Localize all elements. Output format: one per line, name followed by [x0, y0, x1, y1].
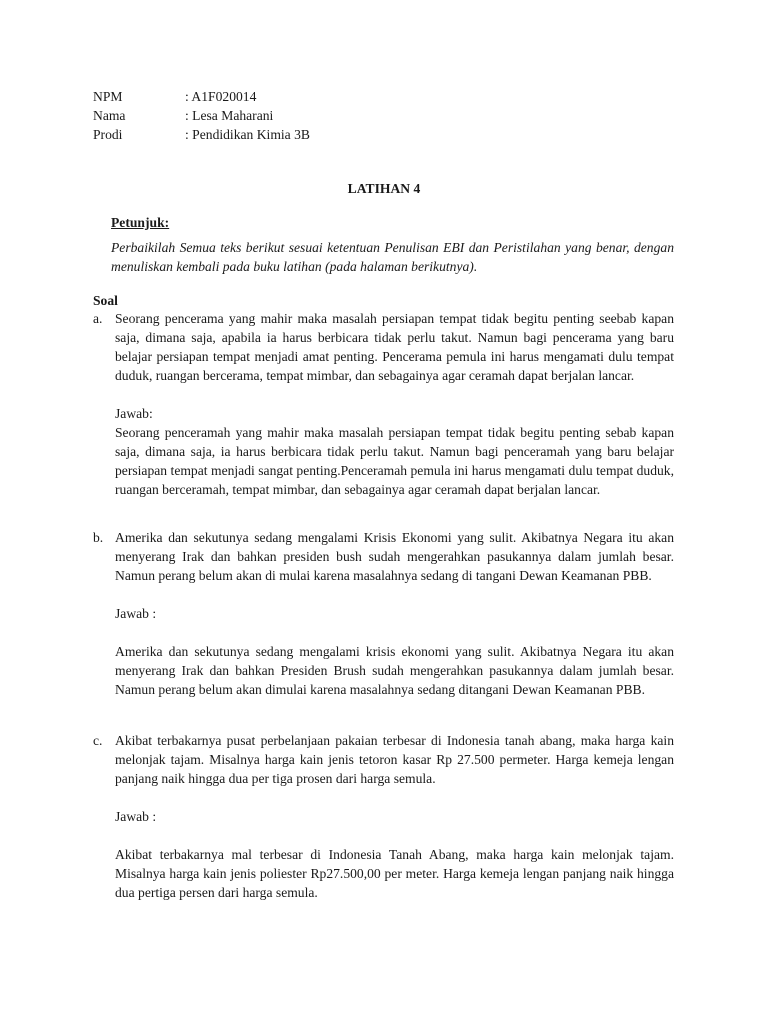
info-row-prodi: [93, 125, 310, 144]
questions-heading: Soal: [93, 293, 118, 308]
answer-text: Akibat terbakarnya mal terbesar di Indonesia Tanah Abang, maka harga kain melonjak tajam. Misalnya harga kain jenis poliester Rp27.500,00 per meter. Harga kemeja lengan panjang naik hingga dua pertiga persen dari harga semula.: [115, 847, 674, 900]
question-text: Seorang pencerama yang mahir maka masalah persiapan tempat tidak begitu penting seebab kapan saja, dimana saja, apabila ia harus berbicara tidak perlu takut. Namun bagi pencerama yang baru belajar persiapan tempat menjadi amat penting. Pencerama pemula ini harus mengamati dulu tempat duduk, ruangan bercerama, tempat mimbar, dan sebagainya agar ceramah dapat berjalan lancar.: [115, 311, 674, 383]
question-marker: b.: [93, 530, 104, 545]
answer-label: Jawab:: [115, 406, 153, 421]
instructions-heading: Petunjuk:: [111, 215, 170, 230]
question-text: Akibat terbakarnya pusat perbelanjaan pakaian terbesar di Indonesia tanah abang, maka harga kain melonjak tajam. Misalnya harga kain jenis tetoron kasar Rp 27.500 permeter. Harga kemeja lengan panjang naik hingga dua per tiga prosen dari harga semula.: [115, 733, 674, 786]
student-info: [93, 87, 310, 144]
answer-text: Seorang penceramah yang mahir maka masalah persiapan tempat tidak begitu penting sebab kapan saja, dimana saja, ia harus berbicara tidak perlu takut. Namun bagi penceramah yang baru belajar persiapan tempat menjadi sangat penting.Penceramah pemula ini harus mengamati dulu tempat duduk, ruangan berceramah, tempat mimbar, dan sebagainya agar ceramah dapat berjalan lancar.: [115, 425, 674, 497]
info-row-npm: [93, 87, 310, 106]
question-c: [93, 731, 674, 902]
answer-label: Jawab :: [115, 809, 157, 824]
info-value: : A1F020014: [185, 89, 257, 104]
page-title: LATIHAN 4: [347, 181, 421, 196]
instructions-text: Perbaikilah Semua teks berikut sesuai ketentuan Penulisan EBI dan Peristilahan yang benar, dengan menuliskan kembali pada buku latihan (pada halaman berikutnya).: [111, 240, 674, 274]
info-label: Nama: [93, 108, 126, 123]
info-label: Prodi: [93, 127, 123, 142]
question-b: [93, 528, 674, 699]
answer-text: Amerika dan sekutunya sedang mengalami krisis ekonomi yang sulit. Akibatnya Negara itu akan menyerang Irak dan bahkan Presiden Brush sudah mengerahkan pasukannya dalam jumlah besar. Namun perang belum akan dimulai karena masalahnya sedang ditangani Dewan Keamanan PBB.: [115, 644, 674, 697]
question-text: Amerika dan sekutunya sedang mengalami Krisis Ekonomi yang sulit. Akibatnya Negara itu akan menyerang Irak dan bahkan presiden bush sudah mengerahkan pasukannya dalam jumlah besar. Namun perang belum akan di mulai karena masalahnya sedang di tangani Dewan Keamanan PBB.: [115, 530, 674, 583]
info-row-nama: [93, 106, 310, 125]
info-label: NPM: [93, 89, 123, 104]
question-marker: a.: [93, 311, 103, 326]
question-a: [93, 309, 674, 499]
answer-label: Jawab :: [115, 606, 157, 621]
question-marker: c.: [93, 733, 103, 748]
info-value: : Pendidikan Kimia 3B: [185, 127, 310, 142]
info-value: : Lesa Maharani: [185, 108, 274, 123]
